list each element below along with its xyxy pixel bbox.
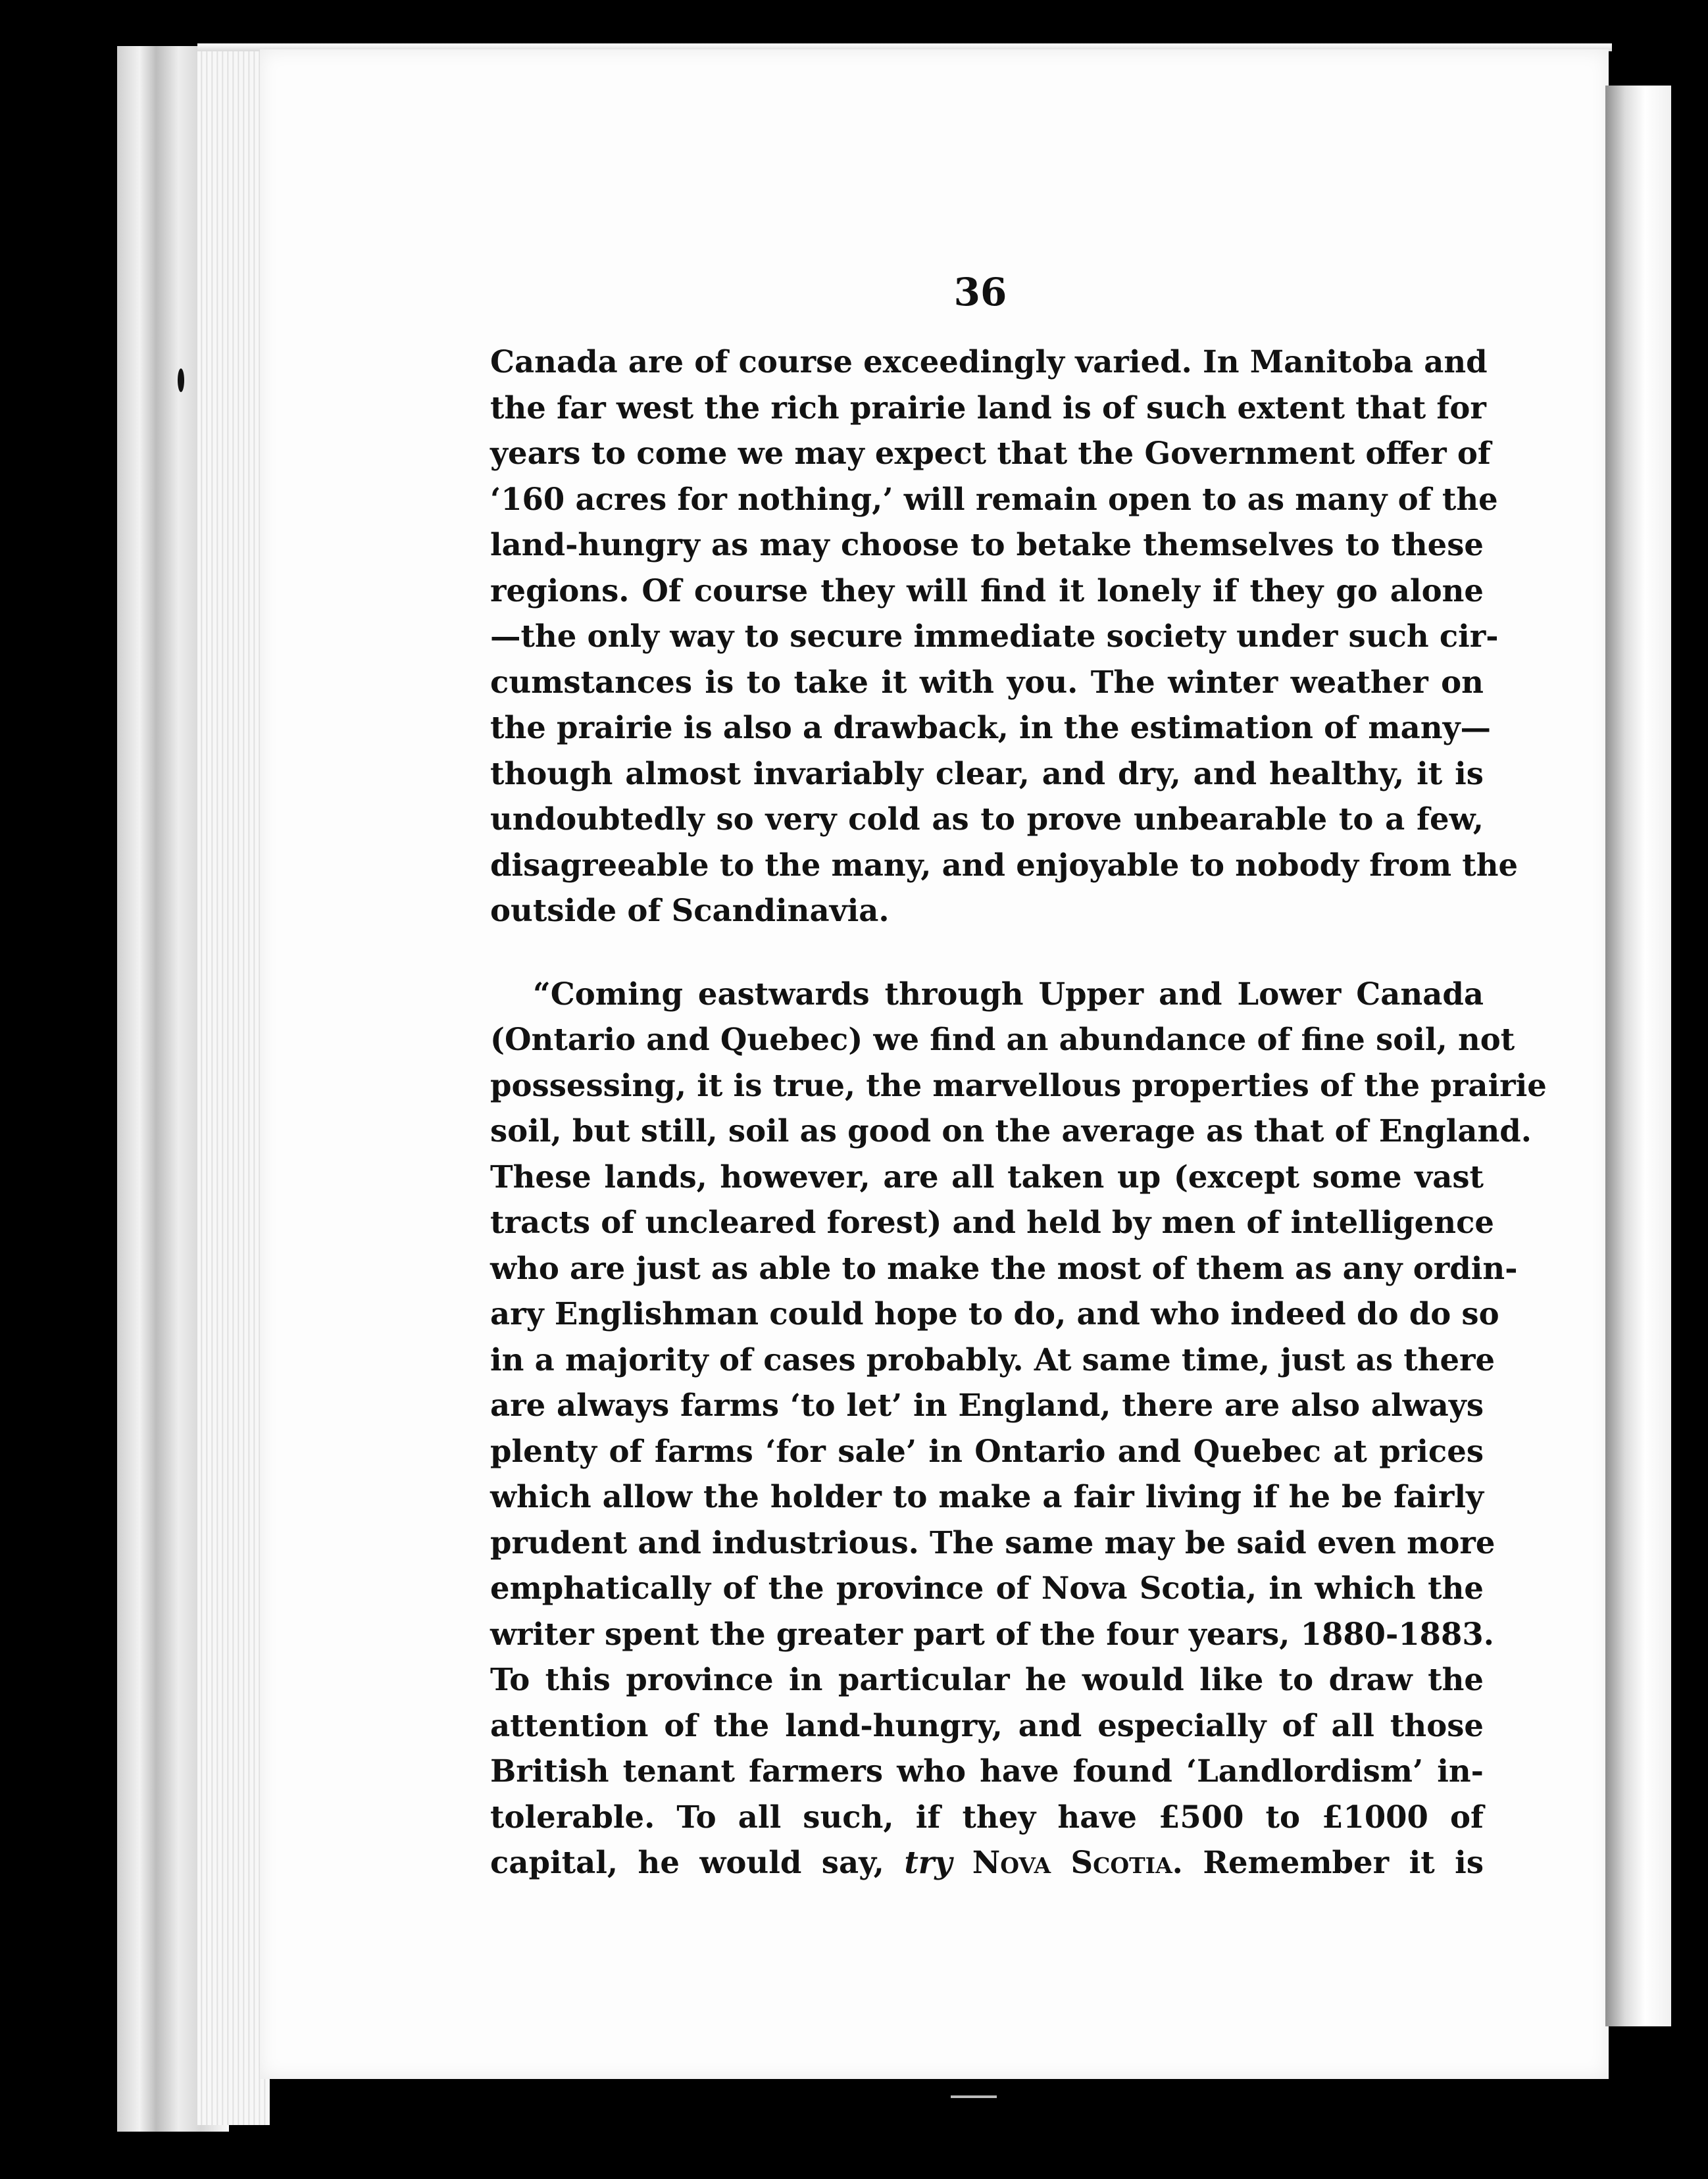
text-line: (Ontario and Quebec) we find an abundance of fine soil, not: [490, 1021, 1515, 1057]
text-line: though almost invariably clear, and dry, and healthy, it is: [490, 755, 1484, 791]
bottom-dash: [951, 2095, 997, 2098]
text-line: ‘160 acres for nothing,’ will remain open to as many of the: [490, 480, 1498, 517]
text-line: tolerable. To all such, if they have £500 to £1000 of: [490, 1798, 1484, 1835]
paragraph-1: [490, 339, 1519, 934]
emphasis-try: try: [904, 1844, 953, 1880]
text-line: land-hungry as may choose to betake themselves to these: [490, 526, 1484, 563]
text-line-final: [490, 1840, 1484, 1886]
text-line: plenty of farms ‘for sale’ in Ontario and Quebec at prices: [490, 1432, 1484, 1469]
text-line: prudent and industrious. The same may be said even more: [490, 1524, 1495, 1561]
paragraph-gap: [490, 934, 1484, 971]
text-line: which allow the holder to make a fair living if he be fairly: [490, 1478, 1484, 1515]
text-line: outside of Scandinavia.: [490, 892, 890, 928]
text-line: To this province in particular he would like to draw the: [490, 1661, 1484, 1697]
text-line: emphatically of the province of Nova Scotia, in which the: [490, 1570, 1484, 1606]
body-text: [490, 339, 1547, 1886]
text-line: “Coming eastwards through Upper and Lower Canada: [533, 975, 1484, 1012]
text-line: writer spent the greater part of the four years, 1880-1883.: [490, 1615, 1494, 1652]
text-line: the far west the rich prairie land is of such extent that for: [490, 389, 1486, 426]
final-line-end: Remember it is: [1203, 1844, 1484, 1880]
text-line: possessing, it is true, the marvellous properties of the prairie: [490, 1066, 1547, 1103]
paragraph-2: [490, 971, 1547, 1886]
text-line: British tenant farmers who have found ‘Landlordism’ in-: [490, 1753, 1484, 1789]
text-line: the prairie is also a drawback, in the estimation of many—: [490, 709, 1492, 745]
text-line: —the only way to secure immediate society under such cir-: [490, 618, 1499, 654]
page-edges: [197, 46, 270, 2125]
text-line: in a majority of cases probably. At same time, just as there: [490, 1341, 1495, 1378]
facing-page-shadow: [1605, 86, 1671, 2026]
text-line: regions. Of course they will find it lonely if they go alone: [490, 572, 1484, 609]
text-line: Canada are of course exceedingly varied. In Manitoba and: [490, 343, 1488, 380]
page-number: 36: [953, 270, 1007, 314]
text-line: attention of the land-hungry, and especially of all those: [490, 1707, 1484, 1743]
nova-scotia-smallcaps: Nova Scotia.: [972, 1844, 1183, 1880]
final-line-start: capital, he would say,: [490, 1844, 905, 1880]
text-line: who are just as able to make the most of them as any ordin-: [490, 1249, 1518, 1286]
text-line: tracts of uncleared forest) and held by men of intelligence: [490, 1204, 1494, 1240]
text-line: ary Englishman could hope to do, and who indeed do do so: [490, 1295, 1499, 1332]
text-line: These lands, however, are all taken up (except some vast: [490, 1158, 1484, 1195]
text-line: years to come we may expect that the Government offer of: [490, 435, 1491, 471]
text-line: cumstances is to take it with you. The winter weather on: [490, 663, 1484, 700]
margin-mark: [178, 368, 184, 392]
text-line: undoubtedly so very cold as to prove unbearable to a few,: [490, 801, 1484, 837]
text-line: are always farms ‘to let’ in England, there are also always: [490, 1387, 1484, 1423]
text-line: disagreeable to the many, and enjoyable to nobody from the: [490, 846, 1519, 883]
text-line: soil, but still, soil as good on the average as that of England.: [490, 1113, 1532, 1149]
